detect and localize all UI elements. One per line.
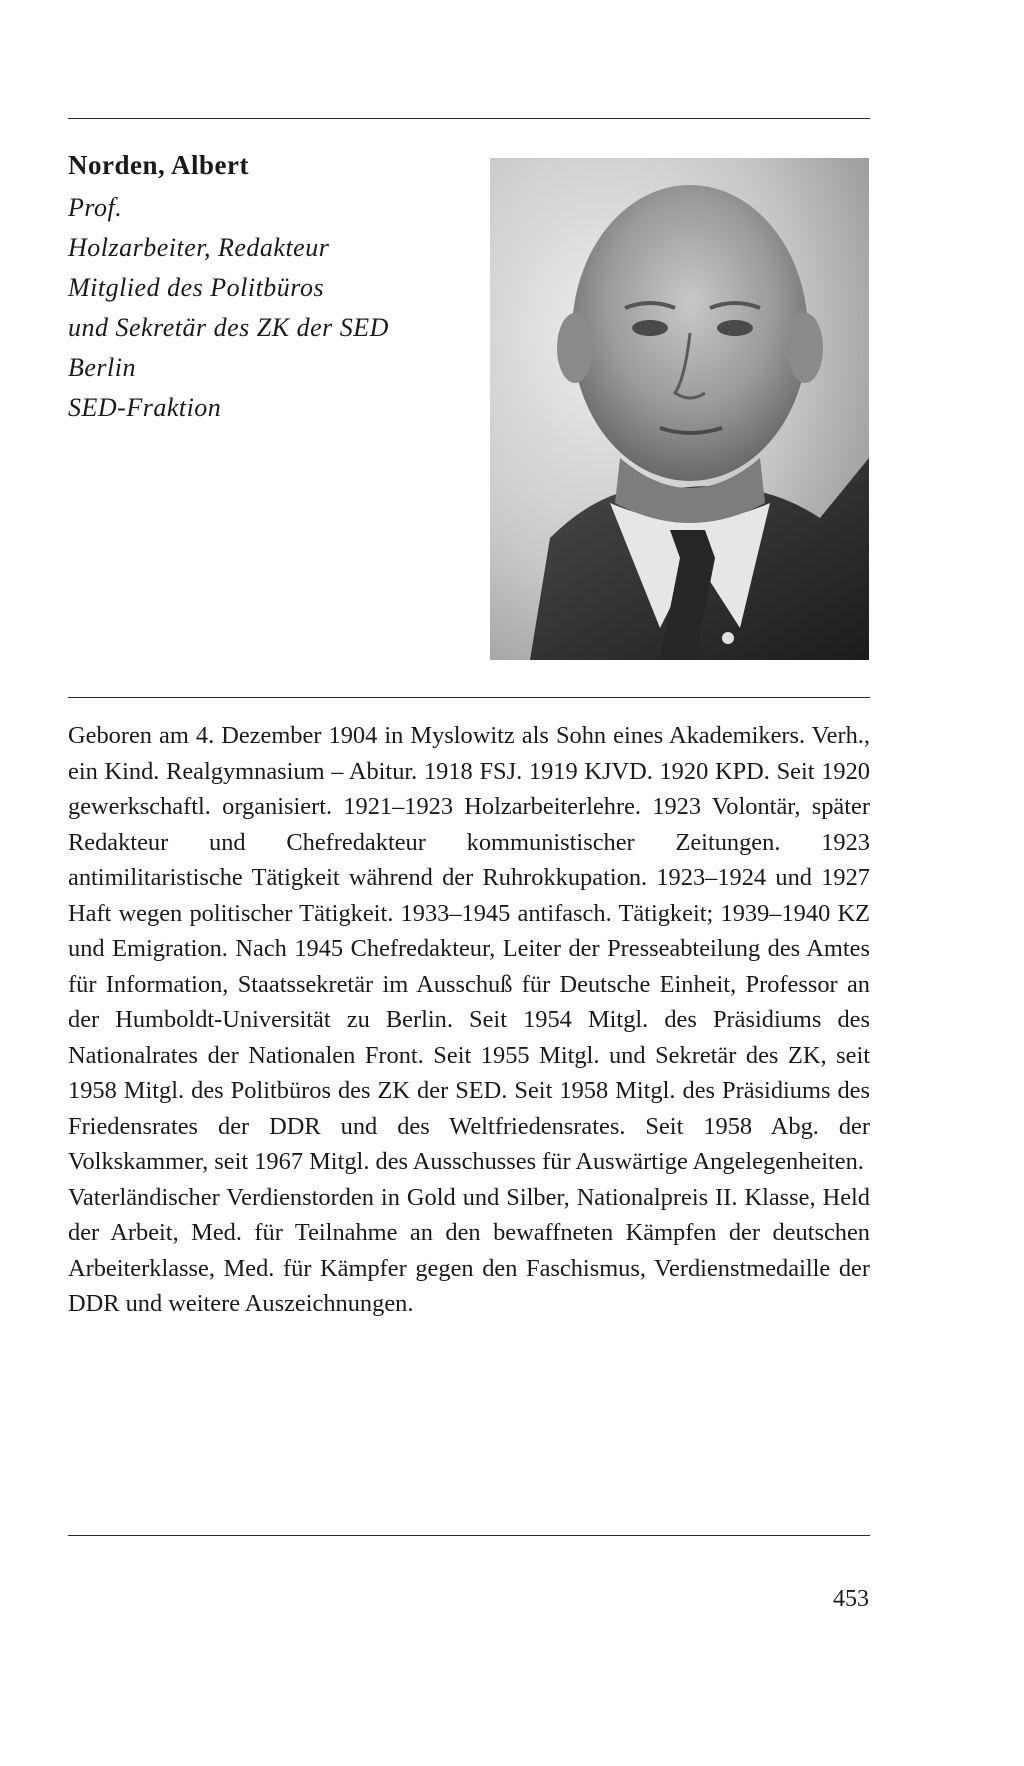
biography-section [68, 718, 870, 1322]
info-function-1: Mitglied des Politbüros [68, 273, 325, 302]
biography-text: Geboren am 4. Dezember 1904 in Myslowitz als Sohn eines Akademikers. Verh., ein Kind. Realgymnasium – Abitur. 1918 FSJ. 1919 KJVD. 1920 KPD. Seit 1920 gewerkschaftl. organisiert. 1921–1923 Holzarbeiterlehre. 1923 Volontär, später Redakteur und Chefredakteur kommunistischer Zeitungen. 1923 antimilitaristische Tätigkeit während der Ruhrokkupation. 1923–1924 und 1927 Haft wegen politischer Tätigkeit. 1933–1945 antifasch. Tätigkeit; 1939–1940 KZ und Emigration. Nach 1945 Chefredakteur, Leiter der Presseabteilung des Amtes für Information, Staatssekretär im Ausschuß für Deutsche Einheit, Professor an der Humboldt-Universität zu Berlin. Seit 1954 Mitgl. des Präsidiums des Nationalrates der Nationalen Front. Seit 1955 Mitgl. und Sekretär des ZK, seit 1958 Mitgl. des Politbüros des ZK der SED. Seit 1958 Mitgl. des Präsidiums des Friedensrates der DDR und des Weltfriedensrates. Seit 1958 Abg. der Volkskammer, seit 1967 Mitgl. des Ausschusses für Auswärtige Angelegenheiten. [68, 722, 870, 1175]
page-number: 453 [833, 1586, 869, 1612]
info-faction: SED-Fraktion [68, 393, 222, 422]
bottom-rule [68, 1535, 870, 1536]
entry-header [68, 148, 488, 428]
middle-rule [68, 697, 870, 698]
info-function-2: und Sekretär des ZK der SED [68, 313, 389, 342]
info-profession: Holzarbeiter, Redakteur [68, 233, 330, 262]
info-constituency: Berlin [68, 353, 136, 382]
awards-text: Vaterländischer Verdienstorden in Gold und Silber, Nationalpreis II. Klasse, Held der Arbeit, Med. für Teilnahme an den bewaffneten Kämpfen der deutschen Arbeiterklasse, Med. für Kämpfer gegen den Faschismus, Verdienstmedaille der DDR und weitere Auszeichnungen. [68, 1183, 870, 1317]
portrait-image [490, 158, 869, 660]
person-name: Norden, Albert [68, 150, 249, 180]
portrait-photo [490, 158, 869, 660]
top-rule [68, 118, 870, 119]
info-title: Prof. [68, 193, 123, 222]
